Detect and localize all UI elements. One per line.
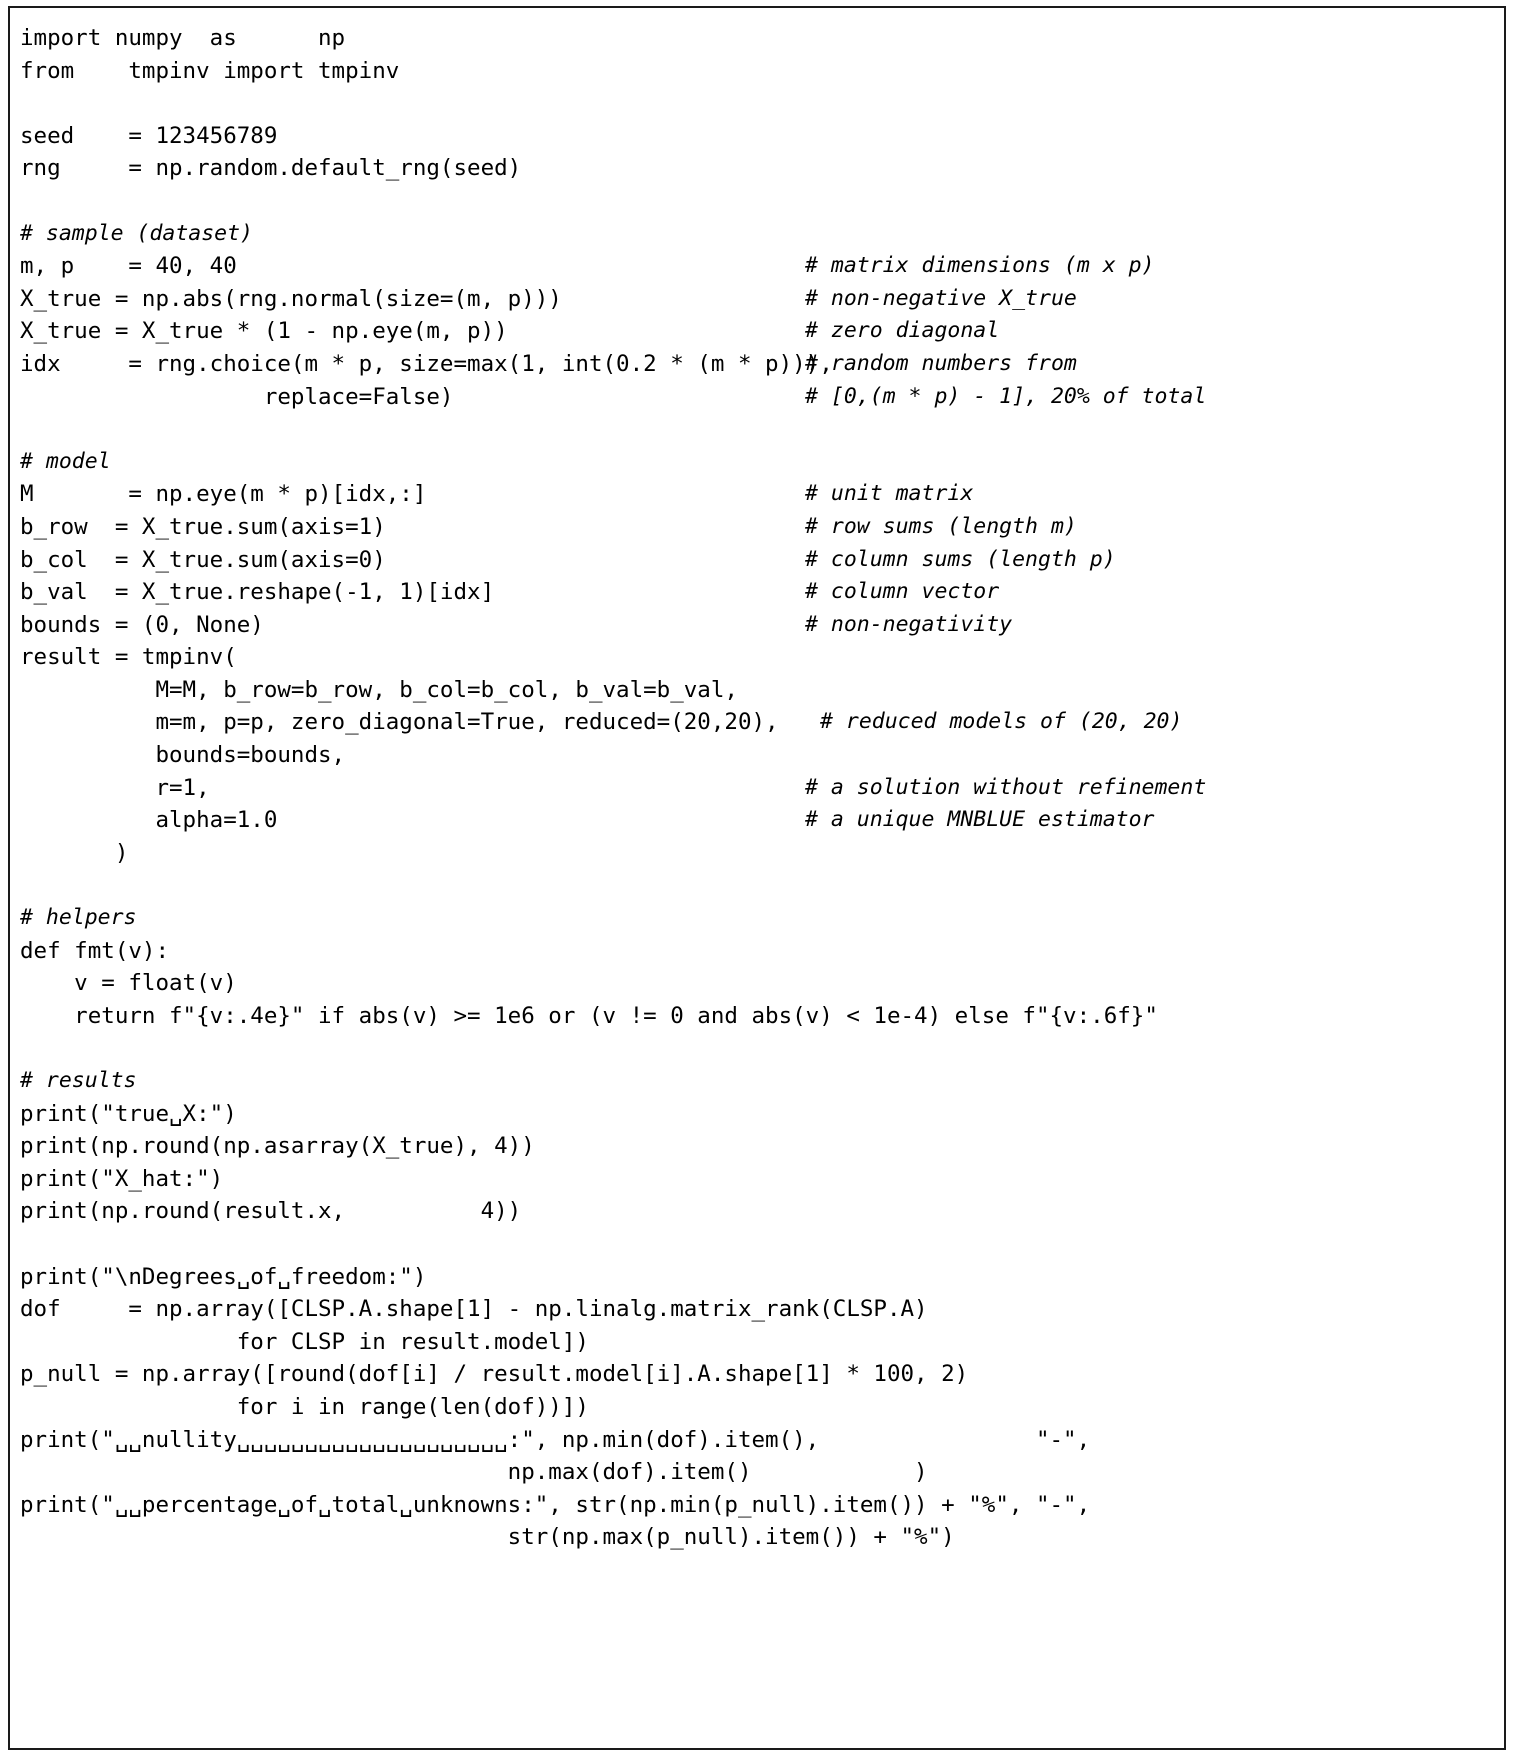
code-text: dof = np.array([CLSP.A.shape[1] - np.linalg.matrix_rank(CLSP.A) [20,1296,928,1323]
code-line [20,1326,1504,1359]
code-text: for i in range(len(dof))]) [20,1393,589,1420]
code-line [20,1065,1504,1098]
code-line [20,1163,1504,1196]
code-text: v = float(v) [20,970,237,997]
code-line [20,772,1504,805]
code-comment: # zero diagonal [805,318,1000,344]
code-text: idx = rng.choice(m * p, size=max(1, int(0.2 * (m * p))), [20,350,833,377]
code-comment: # column sums (length p) [805,546,1116,572]
code-text: ) [20,839,129,866]
code-line [20,576,1504,609]
code-line [20,804,1504,837]
code-text: result = tmpinv( [20,644,237,671]
code-text: M = np.eye(m * p)[idx,:] [20,481,427,508]
code-blank-line [20,1032,1504,1065]
code-comment: # non-negativity [805,611,1013,637]
code-line [20,1391,1504,1424]
code-line [20,283,1504,316]
code-text: bounds=bounds, [20,742,346,769]
code-line [20,641,1504,674]
code-line [20,152,1504,185]
code-text: seed = 123456789 [20,122,278,149]
code-line [20,55,1504,88]
code-text: import numpy as np [20,25,346,51]
code-line [20,218,1504,251]
code-comment: # a unique MNBLUE estimator [805,807,1155,833]
code-blank-line [20,413,1504,446]
code-line [20,1130,1504,1163]
code-blank-line [20,185,1504,218]
code-line [20,1000,1504,1033]
code-line [20,967,1504,1000]
code-line [20,22,1504,55]
code-text: rng = np.random.default_rng(seed) [20,155,522,182]
code-comment: # [0,(m * p) - 1], 20% of total [805,383,1207,409]
code-comment: # reduced models of (20, 20) [820,709,1183,735]
code-text: M=M, b_row=b_row, b_col=b_col, b_val=b_val, [20,676,738,703]
code-comment: # a solution without refinement [805,774,1207,800]
code-comment: # results [20,1068,137,1093]
code-blank-line [20,1228,1504,1261]
code-line [20,1293,1504,1326]
code-listing-body [20,22,1504,1748]
code-text: print(np.round(result.x, 4)) [20,1198,522,1225]
code-line [20,120,1504,153]
code-text: b_col = X_true.sum(axis=0) [20,546,386,573]
code-text: b_row = X_true.sum(axis=1) [20,513,386,540]
code-text: p_null = np.array([round(dof[i] / result.model[i].A.shape[1] * 100, 2) [20,1361,969,1388]
code-line [20,674,1504,707]
code-comment: # matrix dimensions (m x p) [805,253,1155,279]
code-text: str(np.max(p_null).item()) + "%") [20,1524,955,1551]
code-comment: # helpers [20,905,137,931]
code-line [20,609,1504,642]
code-text: def fmt(v): [20,937,170,964]
code-line [20,348,1504,381]
code-line [20,1358,1504,1391]
code-text: print("X_hat:") [20,1165,224,1192]
code-text: replace=False) [20,383,454,410]
code-comment: # unit matrix [805,481,974,507]
code-text: alpha=1.0 [20,807,278,834]
code-text: from tmpinv import tmpinv [20,57,400,84]
code-text: print("␣␣percentage␣of␣total␣unknowns:", str(np.min(p_null).item()) + "%", "-", [20,1491,1091,1518]
code-comment: # model [20,448,111,474]
code-text: r=1, [20,774,210,801]
code-line [20,250,1504,283]
code-line [20,1489,1504,1522]
code-line [20,446,1504,479]
code-comment: # sample (dataset) [20,220,253,246]
code-line [20,1456,1504,1489]
code-line [20,1195,1504,1228]
code-text: X_true = X_true * (1 - np.eye(m, p)) [20,318,508,345]
code-line [20,837,1504,870]
code-line [20,381,1504,414]
code-text: print(np.round(np.asarray(X_true), 4)) [20,1133,535,1160]
code-comment: # column vector [805,579,1000,605]
code-line [20,739,1504,772]
code-line [20,1521,1504,1554]
code-line [20,1424,1504,1457]
code-text: print("␣␣nullity␣␣␣␣␣␣␣␣␣␣␣␣␣␣␣␣␣␣␣␣:", np.min(dof).item(), "-", [20,1426,1091,1453]
code-comment: # row sums (length m) [805,513,1077,539]
code-text: print("true␣X:") [20,1100,237,1127]
code-text: return f"{v:.4e}" if abs(v) >= 1e6 or (v != 0 and abs(v) < 1e-4) else f"{v:.6f}" [20,1002,1158,1029]
code-line [20,511,1504,544]
code-line [20,1261,1504,1294]
code-line [20,706,1504,739]
code-text: m, p = 40, 40 [20,253,237,280]
code-text: print("\nDegrees␣of␣freedom:") [20,1263,427,1290]
code-comment: # non-negative X_true [805,285,1077,311]
code-line [20,315,1504,348]
code-blank-line [20,869,1504,902]
code-listing-frame [8,6,1506,1750]
code-line [20,902,1504,935]
code-line [20,544,1504,577]
code-line [20,1098,1504,1131]
code-line [20,478,1504,511]
code-text: bounds = (0, None) [20,611,264,638]
code-text: X_true = np.abs(rng.normal(size=(m, p))) [20,285,562,312]
code-text: m=m, p=p, zero_diagonal=True, reduced=(20,20), [20,709,779,736]
code-text: np.max(dof).item() ) [20,1459,928,1486]
code-comment: # random numbers from [805,350,1077,376]
code-blank-line [20,87,1504,120]
code-line [20,935,1504,968]
code-text: b_val = X_true.reshape(-1, 1)[idx] [20,579,495,606]
code-text: for CLSP in result.model]) [20,1328,589,1355]
